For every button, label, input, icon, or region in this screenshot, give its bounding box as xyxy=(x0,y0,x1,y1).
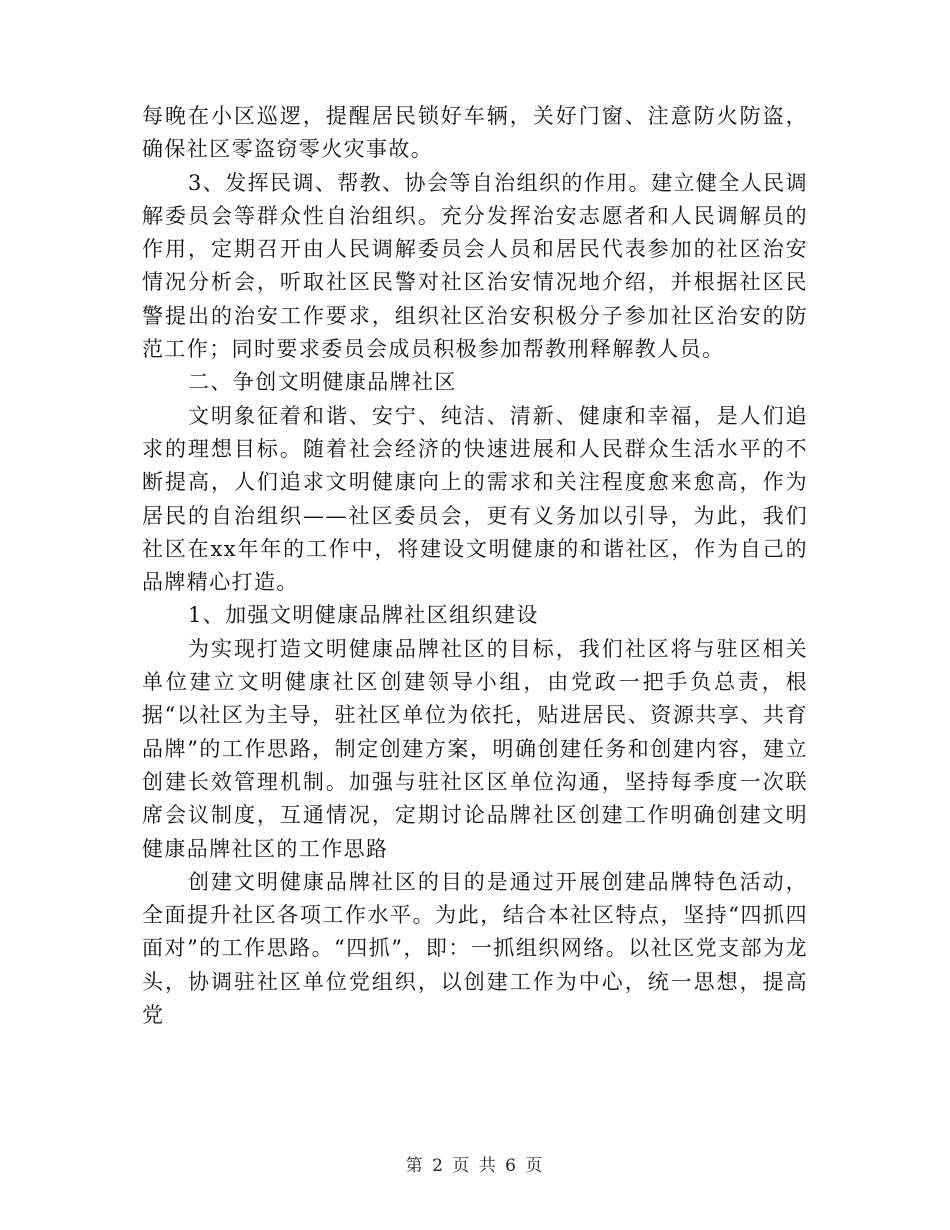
paragraph-civilization-intro: 文明象征着和谐、安宁、纯洁、清新、健康和幸福，是人们追求的理想目标。随着社会经济的快速进展和人民群众生活水平的不断提高，人们追求文明健康向上的需求和关注程度愈来愈高，作为居民的自治组织——社区委员会，更有义务加以引导，为此，我们社区在xx年年的工作中，将建设文明健康的和谐社区，作为自己的品牌精心打造。 xyxy=(142,403,808,595)
page-number-footer: 第 2 页 共 6 页 xyxy=(405,1156,545,1176)
paragraph-continuation: 每晚在小区巡逻，提醒居民锁好车辆，关好门窗、注意防火防盗，确保社区零盗窃零火灾事故。 xyxy=(142,104,808,162)
subsection-heading-1: 1、加强文明健康品牌社区组织建设 xyxy=(188,603,539,628)
paragraph-purpose: 创建文明健康品牌社区的目的是通过开展创建品牌特色活动，全面提升社区各项工作水平。为此，结合本社区特点，坚持“四抓四面对”的工作思路。“四抓”，即：一抓组织网络。以社区党支部为龙头，协调驻社区单位党组织，以创建工作为中心，统一思想，提高党 xyxy=(142,869,808,1028)
document-body xyxy=(142,100,808,1032)
paragraph-organization: 为实现打造文明健康品牌社区的目标，我们社区将与驻区相关单位建立文明健康社区创建领导小组，由党政一把手负总责，根据“以社区为主导，驻社区单位为依托，贴进居民、资源共享、共育品牌”的工作思路，制定创建方案，明确创建任务和创建内容，建立创建长效管理机制。加强与驻社区区单位沟通，坚持每季度一次联席会议制度，互通情况，定期讨论品牌社区创建工作明确创建文明健康品牌社区的工作思路 xyxy=(142,636,808,861)
paragraph-item-3: 3、发挥民调、帮教、协会等自治组织的作用。建立健全人民调解委员会等群众性自治组织。充分发挥治安志愿者和人民调解员的作用，定期召开由人民调解委员会人员和居民代表参加的社区治安情况分析会，听取社区民警对社区治安情况地介绍，并根据社区民警提出的治安工作要求，组织社区治安积极分子参加社区治安的防范工作；同时要求委员会成员积极参加帮教刑释解教人员。 xyxy=(142,170,808,362)
section-heading-2: 二、争创文明健康品牌社区 xyxy=(188,370,457,395)
